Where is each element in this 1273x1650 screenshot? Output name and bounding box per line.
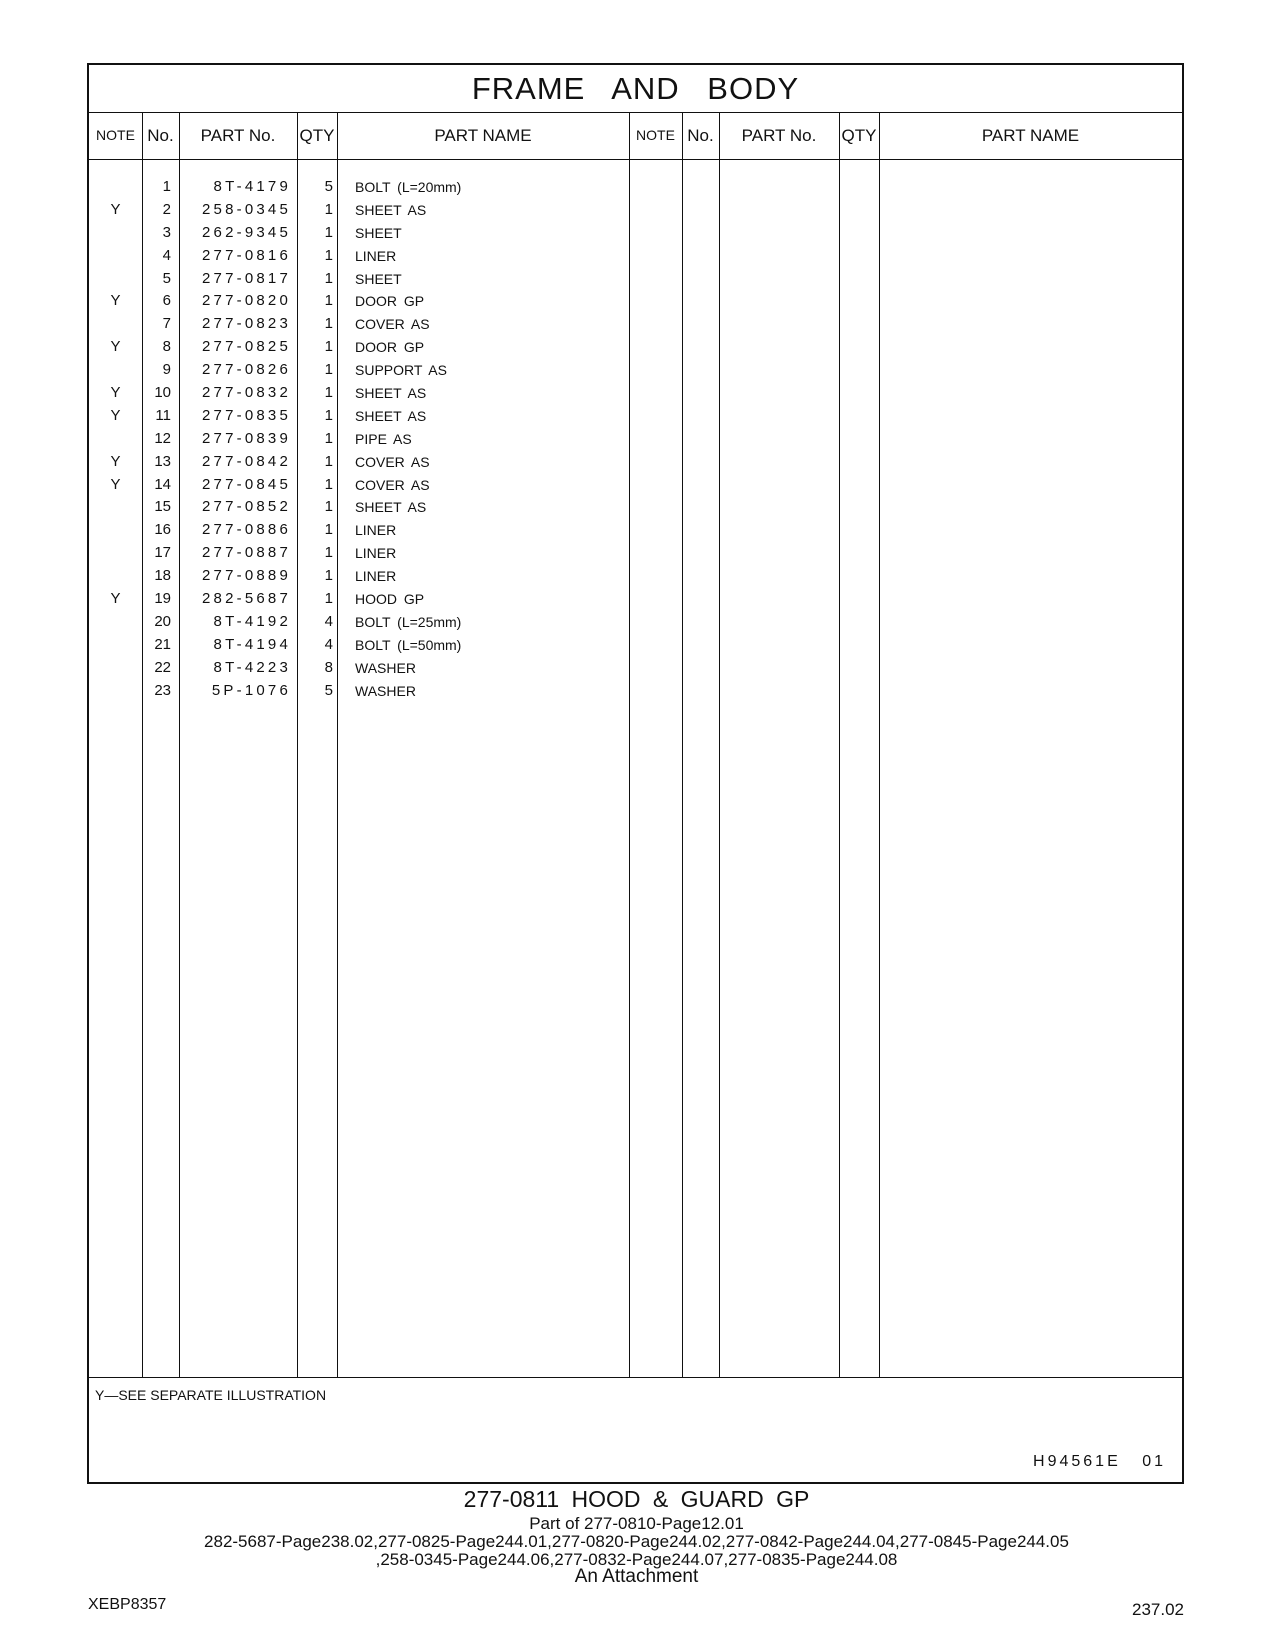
table-row — [89, 611, 1182, 634]
row-part-name: PIPE AS — [355, 430, 412, 447]
row-quantity: 1 — [324, 384, 333, 402]
row-part-name: BOLT (L=20mm) — [355, 179, 462, 195]
header-qty-right: QTY — [841, 126, 877, 145]
row-part-number: 277-0842 — [202, 452, 291, 470]
table-row — [89, 245, 1182, 268]
row-quantity: 1 — [324, 498, 333, 516]
row-part-number: 277-0820 — [202, 292, 291, 310]
footer-divider — [89, 1377, 1182, 1378]
table-row — [89, 268, 1182, 291]
row-number: 1 — [162, 178, 171, 195]
row-number: 7 — [162, 315, 171, 333]
row-number: 4 — [162, 246, 171, 264]
row-note: Y — [110, 384, 121, 402]
row-quantity: 5 — [324, 681, 333, 699]
table-title: FRAME AND BODY — [89, 65, 1182, 113]
row-number: 19 — [154, 590, 171, 608]
reference-line-2: ,258-0345-Page244.06,277-0832-Page244.07,277-0835-Page244.08 — [375, 1550, 898, 1569]
row-number: 5 — [162, 269, 171, 287]
row-quantity: 4 — [324, 635, 333, 653]
row-part-number: 262-9345 — [202, 223, 291, 241]
page-number: 237.02 — [1132, 1600, 1184, 1619]
row-quantity: 1 — [324, 292, 333, 310]
header-part-no-right: PART No. — [741, 126, 817, 145]
row-part-name: LINER — [355, 568, 397, 585]
row-part-number: 8T-4194 — [213, 635, 291, 653]
parts-table-frame — [87, 63, 1184, 1484]
row-part-name: SHEET AS — [355, 499, 427, 516]
row-number: 6 — [162, 292, 171, 310]
table-row — [89, 405, 1182, 428]
table-row — [89, 199, 1182, 222]
row-quantity: 1 — [324, 246, 333, 264]
row-part-number: 277-0823 — [202, 315, 291, 333]
row-part-number: 277-0887 — [202, 544, 291, 562]
row-note: Y — [110, 452, 121, 470]
row-quantity: 1 — [324, 452, 333, 470]
table-row — [89, 680, 1182, 703]
row-number: 11 — [155, 406, 171, 424]
table-row — [89, 565, 1182, 588]
row-part-name: BOLT (L=25mm) — [355, 613, 462, 630]
table-row — [89, 336, 1182, 359]
row-quantity: 1 — [324, 315, 333, 333]
row-part-number: 8T-4223 — [213, 658, 291, 676]
table-row — [89, 634, 1182, 657]
row-part-number: 8T-4179 — [213, 178, 291, 195]
row-part-number: 8T-4192 — [213, 612, 291, 630]
table-row — [89, 474, 1182, 497]
row-number: 17 — [154, 544, 171, 562]
table-header-row — [89, 112, 1182, 160]
table-row — [89, 222, 1182, 245]
row-number: 20 — [154, 612, 171, 630]
row-part-name: SUPPORT AS — [355, 362, 447, 379]
row-quantity: 1 — [324, 475, 333, 493]
row-quantity: 1 — [324, 338, 333, 356]
row-quantity: 1 — [324, 590, 333, 608]
row-part-name: COVER AS — [355, 316, 430, 333]
header-no-left: No. — [147, 126, 174, 145]
row-number: 21 — [154, 635, 171, 653]
row-part-name: COVER AS — [355, 476, 430, 493]
parts-list — [89, 176, 1182, 702]
table-row — [89, 542, 1182, 565]
row-part-name: HOOD GP — [355, 591, 425, 608]
row-part-number: 277-0816 — [202, 246, 291, 264]
header-note-right: NOTE — [636, 127, 675, 143]
row-note: Y — [110, 200, 121, 218]
row-part-number: 277-0886 — [202, 521, 291, 539]
row-quantity: 1 — [324, 567, 333, 585]
table-row — [89, 496, 1182, 519]
part-of-line: Part of 277-0810-Page12.01 — [529, 1514, 744, 1533]
row-part-name: LINER — [355, 247, 397, 264]
row-note: Y — [110, 475, 121, 493]
row-number: 9 — [162, 361, 171, 379]
row-part-number: 277-0845 — [202, 475, 291, 493]
row-part-number: 277-0825 — [202, 338, 291, 356]
row-part-name: DOOR GP — [355, 339, 425, 356]
header-part-no-left: PART No. — [200, 126, 276, 145]
row-part-name: BOLT (L=50mm) — [355, 636, 462, 653]
header-note-left: NOTE — [96, 127, 135, 143]
row-number: 8 — [162, 338, 171, 356]
row-part-number: 5P-1076 — [211, 681, 291, 699]
row-quantity: 1 — [324, 521, 333, 539]
row-quantity: 1 — [324, 544, 333, 562]
row-number: 14 — [154, 475, 171, 493]
row-quantity: 1 — [324, 429, 333, 447]
row-part-number: 277-0832 — [202, 384, 291, 402]
document-id: XEBP8357 — [88, 1596, 167, 1613]
row-number: 12 — [154, 429, 171, 447]
row-number: 13 — [154, 452, 171, 470]
row-part-number: 277-0852 — [202, 498, 291, 516]
table-row — [89, 359, 1182, 382]
row-part-name: DOOR GP — [355, 293, 425, 310]
row-part-name: LINER — [355, 545, 397, 562]
row-number: 15 — [154, 498, 171, 516]
table-row — [89, 451, 1182, 474]
attachment-label: An Attachment — [574, 1566, 699, 1587]
row-part-number: 282-5687 — [202, 590, 291, 608]
reference-line-1: 282-5687-Page238.02,277-0825-Page244.01,277-0820-Page244.02,277-0842-Page244.04,277-0845-Page244.05 — [204, 1532, 1069, 1551]
footer-note: Y—SEE SEPARATE ILLUSTRATION — [95, 1387, 327, 1403]
row-quantity: 1 — [324, 406, 333, 424]
table-row — [89, 313, 1182, 336]
row-number: 22 — [154, 658, 171, 676]
row-part-number: 277-0839 — [202, 429, 291, 447]
header-part-name-left: PART NAME — [434, 126, 532, 145]
row-number: 23 — [154, 681, 171, 699]
row-quantity: 1 — [324, 361, 333, 379]
row-part-name: SHEET — [355, 224, 402, 241]
group-title: 277-0811 HOOD & GUARD GP — [463, 1486, 810, 1512]
row-number: 10 — [154, 384, 171, 402]
row-part-name: LINER — [355, 522, 397, 539]
row-quantity: 1 — [324, 200, 333, 218]
header-no-right: No. — [687, 126, 714, 145]
row-part-name: SHEET AS — [355, 407, 427, 424]
table-row — [89, 519, 1182, 542]
row-part-number: 277-0889 — [202, 567, 291, 585]
table-row — [89, 382, 1182, 405]
row-part-name: WASHER — [355, 682, 416, 699]
row-number: 3 — [162, 223, 171, 241]
row-quantity: 1 — [324, 223, 333, 241]
row-quantity: 4 — [324, 612, 333, 630]
row-part-number: 277-0817 — [202, 269, 291, 287]
row-part-name: SHEET AS — [355, 385, 427, 402]
row-number: 18 — [154, 567, 171, 585]
row-part-name: COVER AS — [355, 453, 430, 470]
row-note: Y — [110, 406, 121, 424]
row-quantity: 5 — [324, 178, 333, 195]
row-part-number: 258-0345 — [202, 200, 291, 218]
row-part-name: SHEET — [355, 270, 402, 287]
header-qty-left: QTY — [299, 126, 335, 145]
row-number: 16 — [154, 521, 171, 539]
row-note: Y — [110, 292, 121, 310]
row-note: Y — [110, 590, 121, 608]
table-row — [89, 428, 1182, 451]
row-part-name: WASHER — [355, 659, 416, 676]
row-part-number: 277-0835 — [202, 406, 291, 424]
row-part-name: SHEET AS — [355, 201, 427, 218]
row-note: Y — [110, 338, 121, 356]
illustration-code: H94561E 01 — [1033, 1453, 1166, 1470]
header-part-name-right: PART NAME — [981, 126, 1080, 145]
row-quantity: 8 — [324, 658, 333, 676]
row-part-number: 277-0826 — [202, 361, 291, 379]
table-row — [89, 176, 1182, 199]
row-quantity: 1 — [324, 269, 333, 287]
table-row — [89, 657, 1182, 680]
row-number: 2 — [162, 200, 171, 218]
table-row — [89, 588, 1182, 611]
table-row — [89, 290, 1182, 313]
